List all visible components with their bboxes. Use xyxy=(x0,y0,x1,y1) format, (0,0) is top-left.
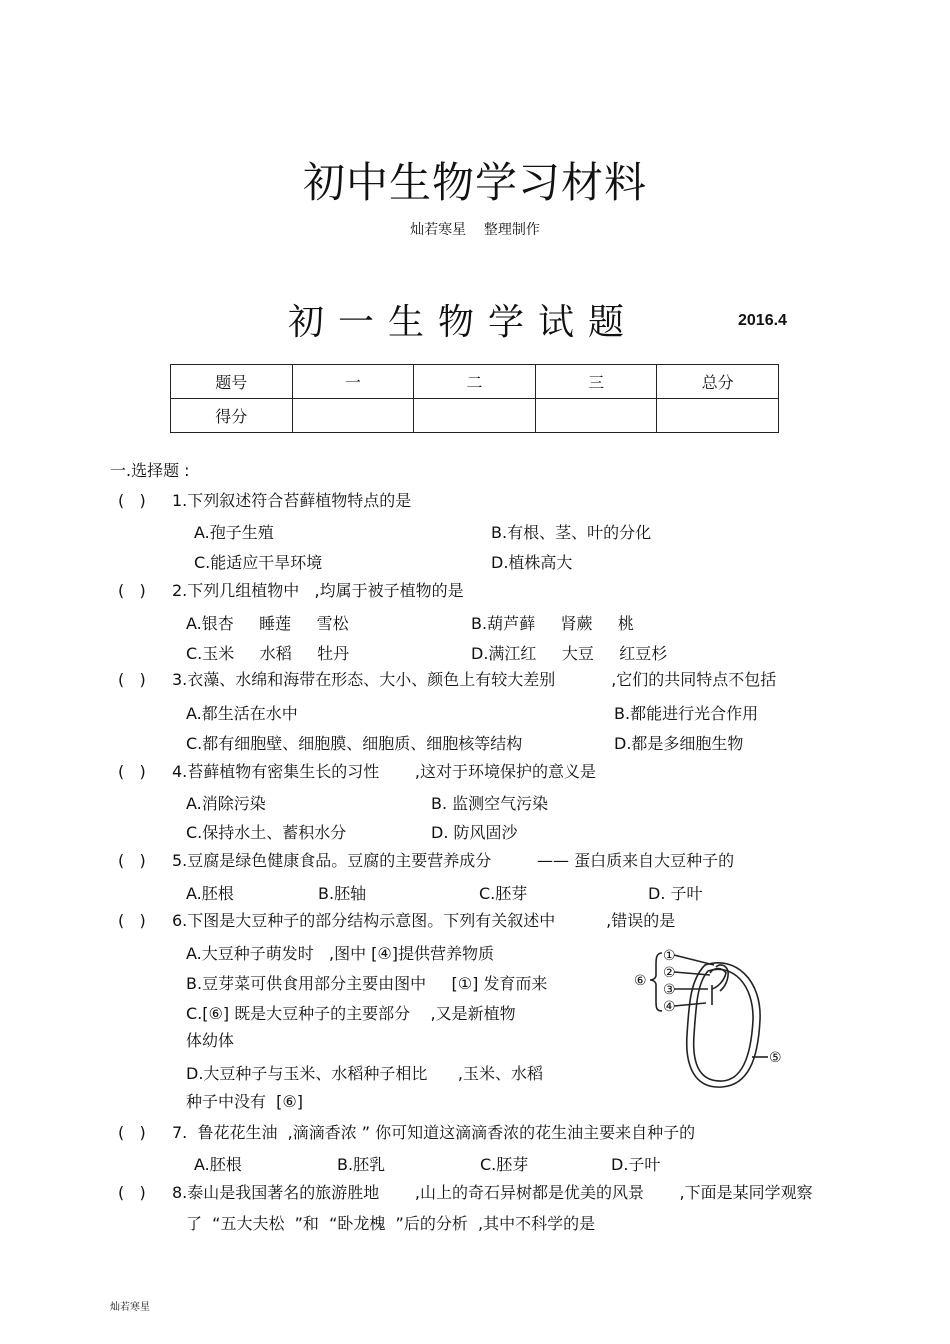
option-d: D.大豆种子与玉米、水稻种子相比 ,玉米、水稻 xyxy=(186,1064,544,1083)
option-d: D.子叶 xyxy=(611,1155,661,1174)
question-stem: 1.下列叙述符合苔藓植物特点的是 xyxy=(172,491,412,510)
score-table-header-cell: 三 xyxy=(535,365,657,399)
option-d: D.植株高大 xyxy=(491,553,573,572)
main-title: 初中生物学习材料 xyxy=(302,158,647,207)
question-3 xyxy=(118,667,776,690)
option-d: D. 子叶 xyxy=(648,884,703,903)
question-stem: 2.下列几组植物中 ,均属于被子植物的是 xyxy=(172,581,464,600)
question-stem: 7. 鲁花花生油 ,滴滴香浓 ” 你可知道这滴滴香浓的花生油主要来自种子的 xyxy=(172,1123,696,1142)
option-b: B.葫芦藓 肾蕨 桃 xyxy=(471,614,634,633)
option-d: D. 防风固沙 xyxy=(431,823,518,842)
option-a: A.胚根 xyxy=(194,1155,242,1174)
option-c: C.保持水土、蓄积水分 xyxy=(186,823,347,842)
score-table-header-cell: 一 xyxy=(292,365,414,399)
option-c: C.胚芽 xyxy=(480,1155,529,1174)
section-title: 一.选择题 : xyxy=(110,461,190,480)
score-table-row xyxy=(171,399,779,433)
soybean-seed-diagram xyxy=(630,945,790,1095)
figure-label-4: ④ xyxy=(663,999,676,1015)
option-d: D.都是多细胞生物 xyxy=(614,734,744,753)
question-stem: 6.下图是大豆种子的部分结构示意图。下列有关叙述中 ,错误的是 xyxy=(172,911,676,930)
answer-blank[interactable]: ( ) xyxy=(118,581,146,600)
footer-text: 灿若寒星 xyxy=(110,1302,150,1313)
option-c-continued: 体幼体 xyxy=(186,1031,235,1050)
question-5 xyxy=(118,848,734,871)
answer-blank[interactable]: ( ) xyxy=(118,911,146,930)
answer-blank[interactable]: ( ) xyxy=(118,1183,146,1202)
question-stem: 5.豆腐是绿色健康食品。豆腐的主要营养成分 —— 蛋白质来自大豆种子的 xyxy=(172,851,735,870)
exam-date: 2016.4 xyxy=(738,312,787,329)
answer-blank[interactable]: ( ) xyxy=(118,1123,146,1142)
question-7 xyxy=(118,1120,695,1143)
score-cell[interactable] xyxy=(414,399,536,433)
option-b: B.胚轴 xyxy=(318,884,367,903)
question-4 xyxy=(118,759,596,782)
option-d-continued: 种子中没有 [⑥] xyxy=(186,1092,304,1111)
option-a: A.都生活在水中 xyxy=(186,704,298,723)
option-a: A.消除污染 xyxy=(186,794,266,813)
question-2 xyxy=(118,578,464,601)
option-c: C.能适应干旱环境 xyxy=(194,553,323,572)
option-a: A.孢子生殖 xyxy=(194,523,274,542)
score-table-header-row xyxy=(171,365,779,399)
option-a: A.银杏 睡莲 雪松 xyxy=(186,614,349,633)
score-cell[interactable] xyxy=(292,399,414,433)
score-table-header-cell: 题号 xyxy=(171,365,293,399)
answer-blank[interactable]: ( ) xyxy=(118,851,146,870)
option-b: B.有根、茎、叶的分化 xyxy=(491,523,652,542)
option-c: C.玉米 水稻 牡丹 xyxy=(186,644,350,663)
option-b: B.都能进行光合作用 xyxy=(614,704,759,723)
bracket xyxy=(650,953,662,1011)
option-c: C.胚芽 xyxy=(479,884,528,903)
figure-label-2: ② xyxy=(663,965,676,981)
question-stem: 8.泰山是我国著名的旅游胜地 ,山上的奇石异树都是优美的风景 ,下面是某同学观察 xyxy=(172,1183,813,1202)
figure-label-1: ① xyxy=(663,948,676,964)
question-stem: 3.衣藻、水绵和海带在形态、大小、颜色上有较大差别 ,它们的共同特点不包括 xyxy=(172,670,777,689)
question-6 xyxy=(118,908,675,931)
option-a: A.大豆种子萌发时 ,图中 [④]提供营养物质 xyxy=(186,944,495,963)
option-a: A.胚根 xyxy=(186,884,234,903)
answer-blank[interactable]: ( ) xyxy=(118,762,146,781)
exam-title: 初一生物学试题 xyxy=(288,302,639,343)
subtitle: 灿若寒星 整理制作 xyxy=(410,222,540,238)
score-table xyxy=(170,364,779,433)
question-stem: 4.苔藓植物有密集生长的习性 ,这对于环境保护的意义是 xyxy=(172,762,596,781)
option-b: B.豆芽菜可供食用部分主要由图中 [①] 发育而来 xyxy=(186,974,548,993)
option-d: D.满江红 大豆 红豆杉 xyxy=(471,644,668,663)
option-c: C.都有细胞壁、细胞膜、细胞质、细胞核等结构 xyxy=(186,734,523,753)
option-b: B.胚乳 xyxy=(337,1155,386,1174)
figure-label-6: ⑥ xyxy=(634,973,647,989)
option-b: B. 监测空气污染 xyxy=(431,794,549,813)
figure-label-5: ⑤ xyxy=(769,1050,782,1066)
score-table-header-cell: 二 xyxy=(414,365,536,399)
answer-blank[interactable]: ( ) xyxy=(118,670,146,689)
score-cell[interactable] xyxy=(657,399,779,433)
figure-label-3: ③ xyxy=(663,982,676,998)
question-8-continuation: 了 “五大夫松 ”和 “卧龙槐 ”后的分析 ,其中不科学的是 xyxy=(186,1214,596,1233)
embryo-outline xyxy=(694,969,753,1081)
score-table-header-cell: 总分 xyxy=(657,365,779,399)
question-1 xyxy=(118,488,411,511)
score-table-row-label: 得分 xyxy=(171,399,293,433)
option-c: C.[⑥] 既是大豆种子的主要部分 ,又是新植物 xyxy=(186,1004,516,1023)
score-cell[interactable] xyxy=(535,399,657,433)
answer-blank[interactable]: ( ) xyxy=(118,491,146,510)
question-8 xyxy=(118,1180,813,1203)
